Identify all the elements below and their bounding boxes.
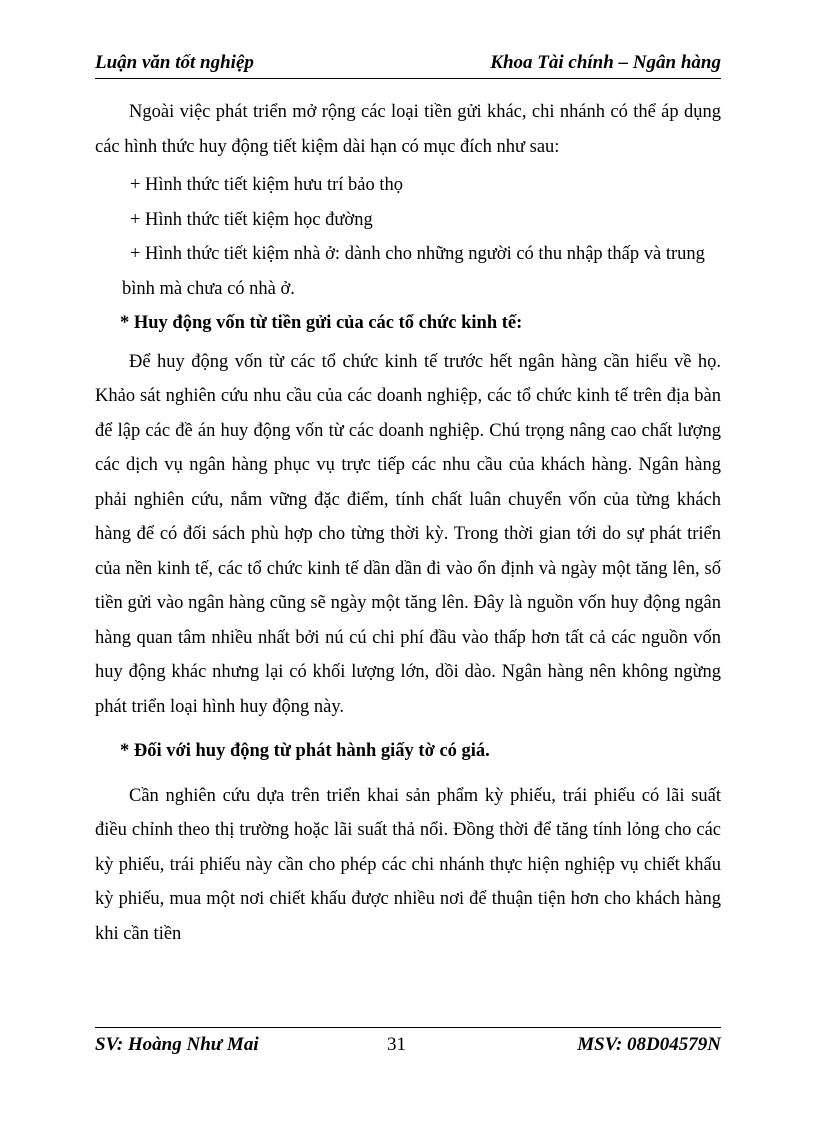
economic-orgs-paragraph: Để huy động vốn từ các tổ chức kinh tế trước hết ngân hàng cần hiểu về họ. Khảo sát nghiên cứu nhu cầu của các doanh nghiệp, các tổ chức kinh tế trên địa bàn để lập các đề án huy động vốn từ các doanh nghiệp. Chú trọng nâng cao chất lượng các dịch vụ ngân hàng phục vụ trực tiếp các nhu cầu của khách hàng. Ngân hàng phải nghiên cứu, nắm vững đặc điểm, tính chất luân chuyển vốn của từng khách hàng để có đối sách phù hợp cho từng thời kỳ. Trong thời gian tới do sự phát triển của nền kinh tế, các tổ chức kinh tế dần dần đi vào ổn định và ngày một tăng lên, số tiền gửi vào ngân hàng cũng sẽ ngày một tăng lên. Đây là nguồn vốn huy động ngân hàng quan tâm nhiều nhất bởi nú cú chi phí đầu vào thấp hơn tất cả các nguồn vốn huy động khác nhưng lại có khối lượng lớn, dồi dào. Ngân hàng nên không ngừng phát triển loại hình huy động này. — [95, 351, 721, 717]
page-footer — [95, 1027, 721, 1062]
page-number: 31 — [387, 1034, 406, 1055]
header-thesis-title: Luận văn tốt nghiệp — [95, 52, 254, 73]
footer-student-name: SV: Hoàng Như Mai — [95, 1034, 259, 1055]
intro-paragraph: Ngoài việc phát triển mở rộng các loại tiền gửi khác, chi nhánh có thể áp dụng các hình thức huy động tiết kiệm dài hạn có mục đích như sau: — [95, 102, 721, 157]
page-header — [95, 52, 721, 79]
section-heading-economic-orgs: * Huy động vốn từ tiền gửi của các tổ chức kinh tế: — [120, 313, 523, 333]
list-item: + Hình thức tiết kiệm hưu trí bảo thọ — [130, 175, 404, 195]
list-item-line: + Hình thức tiết kiệm nhà ở: dành cho những người có thu nhập thấp và trung — [130, 244, 705, 264]
section-heading-valuable-papers: * Đối với huy động từ phát hành giấy tờ có giá. — [120, 741, 490, 761]
list-item: + Hình thức tiết kiệm học đường — [130, 209, 373, 230]
footer-student-id: MSV: 08D04579N — [577, 1034, 721, 1055]
list-item-continuation: bình mà chưa có nhà ở. — [122, 278, 295, 299]
list-item — [95, 237, 721, 306]
page-body — [95, 95, 721, 951]
valuable-papers-paragraph: Cần nghiên cứu dựa trên triển khai sản phẩm kỳ phiếu, trái phiếu có lãi suất điều chỉnh theo thị trường hoặc lãi suất thả nổi. Đồng thời để tăng tính lỏng cho các kỳ phiếu, trái phiếu này cần cho phép các chi nhánh thực hiện nghiệp vụ chiết khấu kỳ phiếu, mua một nơi chiết khấu được nhiều nơi để thuận tiện hơn cho khách hàng khi cần tiền — [95, 785, 721, 944]
header-faculty: Khoa Tài chính – Ngân hàng — [490, 52, 721, 73]
